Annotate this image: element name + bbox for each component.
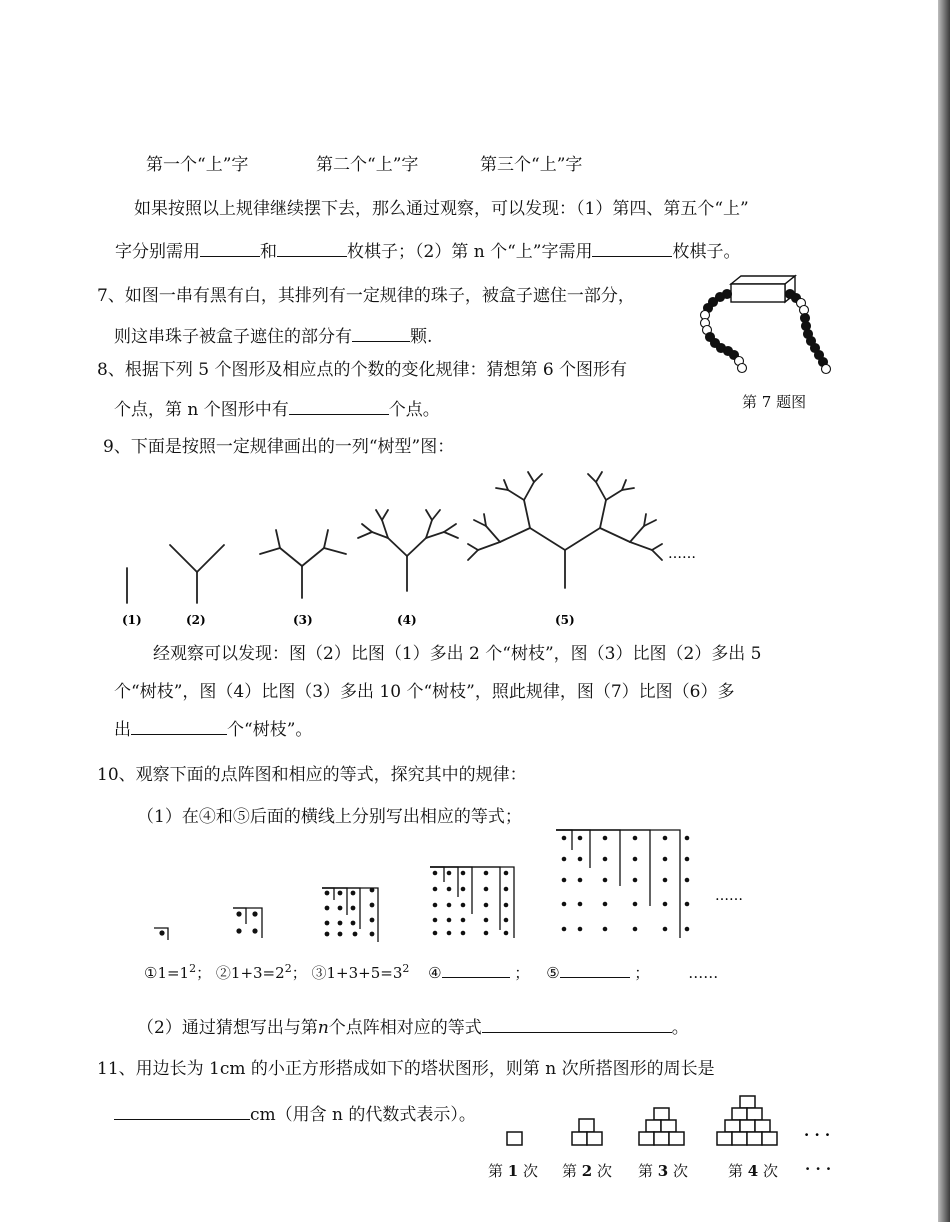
tree-label-2: (2) xyxy=(186,613,206,627)
figure-caption-2: 第二个“上”字 xyxy=(316,155,419,175)
tree-label-5: (5) xyxy=(555,613,575,627)
equation-5: ⑤ ； xyxy=(546,964,649,982)
tree-4 xyxy=(358,510,458,591)
tree-3 xyxy=(260,530,346,598)
tree-5 xyxy=(468,472,662,588)
q11-line2: cm（用含 n 的代数式表示）。 xyxy=(114,1103,476,1126)
tree-label-4: (4) xyxy=(397,613,417,627)
answer-blank[interactable] xyxy=(442,961,510,978)
q8-line2: 个点，第 n 个图形中有 个点。 xyxy=(114,400,440,420)
q10-sub2: （2）通过猜想写出与第n个点阵相对应的等式 。 xyxy=(137,1018,689,1038)
q9-intro: 9、下面是按照一定规律画出的一列“树型”图： xyxy=(103,437,455,457)
answer-blank[interactable] xyxy=(592,240,672,257)
tower-label-2: 第 2 次 xyxy=(562,1162,613,1180)
page-edge-shadow xyxy=(938,0,950,1222)
tower-label-dots: · · · xyxy=(805,1160,832,1178)
q9-observation-1: 经观察可以发现：图（2）比图（1）多出 2 个“树枝”，图（3）比图（2）多出 5 xyxy=(153,644,762,664)
tower-label-3: 第 3 次 xyxy=(638,1162,689,1180)
q6-line1: 如果按照以上规律继续摆下去，那么通过观察，可以发现：（1）第四、第五个“上” xyxy=(134,199,749,219)
tree-ellipsis: …… xyxy=(668,546,696,562)
dot-array-figures xyxy=(150,830,770,950)
equation-1: $①1=1^2$； xyxy=(144,962,212,982)
answer-blank[interactable] xyxy=(131,718,227,735)
answer-blank[interactable] xyxy=(560,961,630,978)
tree-label-3: (3) xyxy=(293,613,313,627)
tower-figures xyxy=(500,1108,840,1148)
tree-figures xyxy=(110,468,760,643)
tower-dots: · · · xyxy=(804,1126,831,1144)
equation-3: $③1+3+5=3^2$ xyxy=(311,962,410,982)
q10-sub1: （1）在④和⑤后面的横线上分别写出相应的等式； xyxy=(137,807,522,827)
tree-2 xyxy=(170,545,224,603)
bead-string-figure xyxy=(695,272,840,377)
q6-line2: 字分别需用 和 枚棋子；（2）第 n 个“上”字需用 枚棋子。 xyxy=(115,242,741,262)
answer-blank[interactable] xyxy=(289,398,389,415)
equation-4: ④ ； xyxy=(428,964,529,982)
answer-blank[interactable] xyxy=(277,240,347,257)
tower-label-4: 第 4 次 xyxy=(728,1162,779,1180)
bead-figure-caption: 第 7 题图 xyxy=(742,393,807,411)
tower-label-1: 第 1 次 xyxy=(488,1162,539,1180)
q8-line1: 8、根据下列 5 个图形及相应点的个数的变化规律：猜想第 6 个图形有 xyxy=(97,360,628,380)
answer-blank[interactable] xyxy=(114,1103,250,1120)
equation-2: $②1+3=2^2$； xyxy=(215,962,307,982)
q7-line2: 则这串珠子被盒子遮住的部分有 颗. xyxy=(114,327,433,347)
q9-observation-3: 出 个“树枝”。 xyxy=(114,720,313,740)
q9-observation-2: 个“树枝”，图（4）比图（3）多出 10 个“树枝”，照此规律，图（7）比图（6）多 xyxy=(114,682,735,702)
q11-line1: 11、用边长为 1cm 的小正方形搭成如下的塔状图形，则第 n 次所搭图形的周长是 xyxy=(97,1059,715,1079)
q7-line1: 7、如图一串有黑有白，其排列有一定规律的珠子，被盒子遮住一部分， xyxy=(97,286,635,306)
figure-caption-3: 第三个“上”字 xyxy=(480,155,583,175)
answer-blank[interactable] xyxy=(482,1016,672,1033)
dot-array-ellipsis: …… xyxy=(715,888,743,904)
figure-caption-1: 第一个“上”字 xyxy=(146,155,249,175)
q10-equations xyxy=(144,958,718,984)
tree-label-1: (1) xyxy=(122,613,142,627)
answer-blank[interactable] xyxy=(352,325,410,342)
equation-ellipsis: …… xyxy=(688,964,719,982)
q10-intro: 10、观察下面的点阵图和相应的等式，探究其中的规律： xyxy=(97,765,527,785)
answer-blank[interactable] xyxy=(200,240,260,257)
